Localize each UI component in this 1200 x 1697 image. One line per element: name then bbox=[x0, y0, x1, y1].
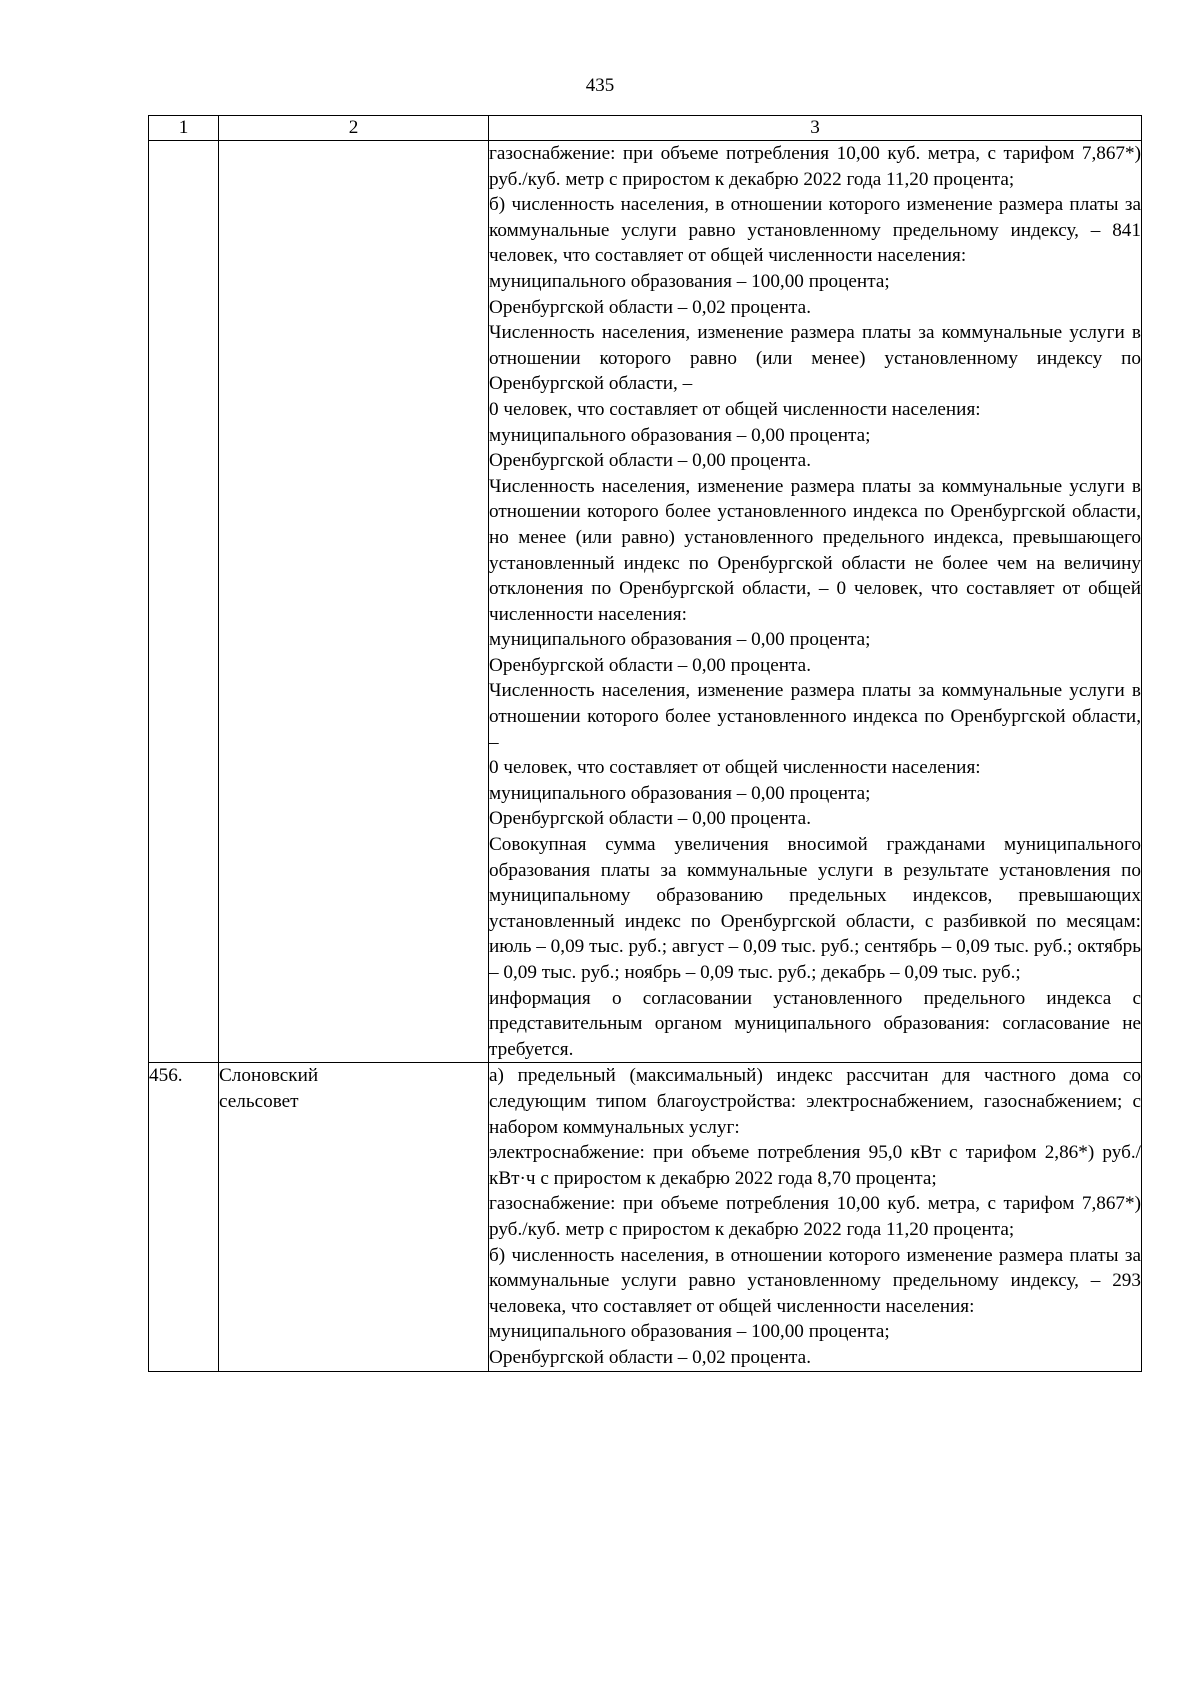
paragraph: Оренбургской области – 0,00 процента. bbox=[489, 808, 811, 830]
row-number bbox=[149, 141, 219, 1063]
paragraph: газоснабжение: при объеме потребления 10,00 куб. метра, с тарифом 7,867*) руб./куб. метр с приростом к декабрю 2022 года 11,20 процента; bbox=[489, 143, 1141, 190]
column-header-1: 1 bbox=[149, 116, 219, 141]
paragraph: муниципального образования – 0,00 процента; bbox=[489, 629, 871, 651]
paragraph: Численность населения, изменение размера платы за коммунальные услуги в отношении которого равно (или менее) установленному индексу по Оренбургской области, – bbox=[489, 322, 1141, 395]
row-number: 456. bbox=[149, 1063, 219, 1371]
paragraph: Численность населения, изменение размера платы за коммунальные услуги в отношении которого более установленного индекса по Оренбургской области, но менее (или равно) установленного предельного индекса, превышающего установленный индекс по Оренбургской области не более чем на величину отклонения по Оренбургской области, – 0 человек, что составляет от общей численности населения: bbox=[489, 475, 1141, 625]
paragraph: Оренбургской области – 0,00 процента. bbox=[489, 654, 811, 676]
paragraph: Численность населения, изменение размера платы за коммунальные услуги в отношении которого более установленного индекса по Оренбургской области, – bbox=[489, 680, 1141, 753]
municipality-name bbox=[219, 1063, 489, 1371]
column-header-2: 2 bbox=[219, 116, 489, 141]
paragraph: б) численность населения, в отношении которого изменение размера платы за коммунальные услуги равно установленному предельному индексу, – 841 человек, что составляет от общей численности населения: bbox=[489, 194, 1141, 267]
table-header-row bbox=[149, 116, 1142, 141]
paragraph: Оренбургской области – 0,02 процента. bbox=[489, 296, 811, 318]
paragraph: муниципального образования – 100,00 процента; bbox=[489, 270, 890, 292]
paragraph: 0 человек, что составляет от общей численности населения: bbox=[489, 398, 981, 420]
paragraph: муниципального образования – 0,00 процента; bbox=[489, 782, 871, 804]
paragraph: б) численность населения, в отношении которого изменение размера платы за коммунальные услуги равно установленному предельному индексу, – 293 человека, что составляет от общей численности населения: bbox=[489, 1244, 1141, 1317]
index-table bbox=[148, 115, 1142, 1372]
column-header-3: 3 bbox=[489, 116, 1142, 141]
table-row bbox=[149, 1063, 1142, 1371]
paragraph: а) предельный (максимальный) индекс рассчитан для частного дома со следующим типом благоустройства: электроснабжением, газоснабжением; с набором коммунальных услуг: bbox=[489, 1065, 1141, 1138]
paragraph: 0 человек, что составляет от общей численности населения: bbox=[489, 757, 981, 779]
page-number: 435 bbox=[585, 75, 615, 96]
municipality-name bbox=[219, 141, 489, 1063]
paragraph: Оренбургской области – 0,00 процента. bbox=[489, 450, 811, 472]
paragraph: муниципального образования – 0,00 процента; bbox=[489, 424, 871, 446]
paragraph: информация о согласовании установленного предельного индекса с представительным органом муниципального образования: согласование не требуется. bbox=[489, 987, 1141, 1060]
paragraph: Оренбургской области – 0,02 процента. bbox=[489, 1346, 811, 1368]
paragraph: Совокупная сумма увеличения вносимой гражданами муниципального образования платы за коммунальные услуги в результате установления по муниципальному образованию предельных индексов, превышающих установленный индекс по Оренбургской области, с разбивкой по месяцам: июль – 0,09 тыс. руб.; август – 0,09 тыс. руб.; сентябрь – 0,09 тыс. руб.; октябрь – 0,09 тыс. руб.; ноябрь – 0,09 тыс. руб.; декабрь – 0,09 тыс. руб.; bbox=[489, 834, 1141, 983]
paragraph: муниципального образования – 100,00 процента; bbox=[489, 1321, 890, 1343]
table-row bbox=[149, 141, 1142, 1063]
municipality-name-line: сельсовет bbox=[219, 1090, 299, 1112]
paragraph: электроснабжение: при объеме потребления 95,0 кВт с тарифом 2,86*) руб./кВт·ч с приростом к декабрю 2022 года 8,70 процента; bbox=[489, 1142, 1141, 1189]
row-description bbox=[489, 141, 1142, 1063]
municipality-name-line: Слоновский bbox=[219, 1065, 319, 1087]
row-description bbox=[489, 1063, 1142, 1371]
paragraph: газоснабжение: при объеме потребления 10,00 куб. метра, с тарифом 7,867*) руб./куб. метр с приростом к декабрю 2022 года 11,20 процента; bbox=[489, 1193, 1141, 1240]
